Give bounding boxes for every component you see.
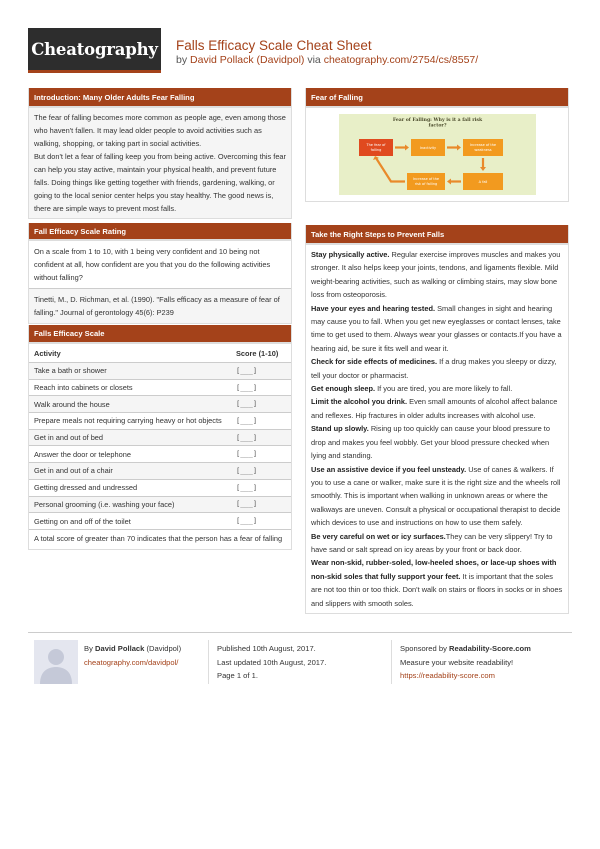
scale-heading: Falls Efficacy Scale [29,325,291,344]
step-title: Be very careful on wet or icy surfaces. [311,531,446,541]
footer-divider-1 [208,640,209,684]
footer-sponsor [400,642,531,683]
activity-label: Personal grooming (i.e. washing your face) [34,499,175,509]
step-item [311,530,563,557]
score-blank: [___] [236,400,258,409]
step-title: Use an assistive device if you feel unsteady. [311,464,467,474]
score-blank: [___] [236,366,258,375]
step-text: Even small amounts of alcohol affect balance and reflexes. Hip fractures in older adults increases with alcohol use. [311,397,558,420]
avatar-silhouette-icon [34,640,78,684]
table-row [29,429,291,446]
step-text: Use of canes & walkers. If you to use a cane or walker, make sure it is the right size and the wheels roll smoothly. This is important when walking in unknown areas or where the walkways are uneven. Consult a physical or occupational therapist to decide which devices to use and instructions on how to use them safely. [311,464,561,528]
table-row [29,362,291,379]
scale-section [28,325,292,550]
steps-section [305,225,569,614]
intro-text: The fear of falling becomes more common as people age, even among those who haven't fallen. It may lead older people to avoid activities such as walking, shopping, or taking part in social activities. But don't let a fear of falling keep you from being active. Overcoming this fear can help you stay active, maintain your physical health, and prevent future falls. Doing things like getting together with friends, gardening, walking, or going to the local senior center helps you stay healthy. The good news is, there are simple ways to prevent most falls. [29,108,291,218]
step-text: If you are tired, you are more likely to fall. [375,384,513,394]
step-title: Limit the alcohol you drink. [311,397,408,407]
table-row [29,412,291,429]
step-text: It is important that the soles are not too thin or too thick. Don't walk on stairs or floors in socks or in shoes and slippers with smooth soles. [311,571,563,608]
footer-sponsor-line [400,642,531,656]
activity-label: Walk around the house [34,399,110,409]
rating-section [28,223,292,324]
step-title: Stand up slowly. [311,424,369,434]
score-blank: [___] [236,517,258,526]
step-item [311,248,563,302]
table-row [29,479,291,496]
score-blank: [___] [236,450,258,459]
footer-author-line [84,642,181,656]
step-item [311,422,563,462]
footer-divider-2 [391,640,392,684]
step-text: Rising up too quickly can cause your blood pressure to drop and makes you feel wobbly. Get your blood pressure checked when lying and standing. [311,424,550,461]
activity-label: Get in and out of bed [34,433,104,443]
intro-heading: Introduction: Many Older Adults Fear Falling [29,88,291,108]
by-prefix: by [176,54,188,66]
step-text: They can be very slippery! Try to have sand or salt spread on icy areas by your front or back door. [311,531,553,554]
activity-label: Take a bath or shower [34,366,107,376]
box-risk-line1: Increase of the [412,177,439,181]
fear-graphic-wrap [306,108,568,201]
intro-section [28,88,292,219]
rating-text: On a scale from 1 to 10, with 1 being very confident and 10 being not confident at all, how confident are you that you do the following activities without falling? [34,247,271,282]
footer-author [84,642,181,669]
activity-label: Get in and out of a chair [34,466,113,476]
footer-published-date: Published 10th August, 2017. [217,644,316,653]
footer-sponsor-text: Measure your website readability! [400,657,514,667]
footer-sponsor-url[interactable]: https://readability-score.com [400,671,495,680]
byline [176,54,478,66]
score-blank: [___] [236,433,258,442]
step-item [311,302,563,356]
step-title: Wear non-skid, rubber-soled, low-heeled shoes, or lace-up shoes with non-skid soles that fully support your feet. [311,558,557,581]
fear-of-falling-infographic [339,114,536,195]
activity-label: Prepare meals not requiring carrying heavy or hot objects [34,416,222,426]
step-item [311,382,563,395]
steps-body [306,245,568,613]
step-title: Get enough sleep. [311,384,376,394]
scale-rows [29,362,291,529]
footer-updated-date: Last updated 10th August, 2017. [217,657,327,667]
step-text: If a drug makes you sleepy or dizzy, tell your doctor or pharmacist. [311,357,557,380]
activity-label: Getting on and off of the toilet [34,516,131,526]
score-blank: [___] [236,416,258,425]
via-text: via [307,54,321,66]
table-row [29,512,291,529]
footer-divider [28,632,572,633]
activity-label: Reach into cabinets or closets [34,383,133,393]
step-item [311,556,563,610]
step-text: Small changes in sight and hearing may cause you to fall. When you get new eyeglasses or contact lenses, take time to get used to them. Always wear your glasses or contacts.If you have a hearing aid, be sure it fits well and wear it. [311,303,562,353]
col-score: Score (1-10) [236,348,279,358]
step-title: Check for side effects of medicines. [311,357,438,367]
footer-published [217,642,326,683]
box-weakness-line1: Increase of the [469,143,496,147]
step-title: Have your eyes and hearing tested. [311,303,436,313]
sheet-url-link[interactable]: cheatography.com/2754/cs/8557/ [323,54,479,66]
fear-section [305,88,569,202]
fear-heading: Fear of Falling [306,88,568,108]
table-row [29,379,291,396]
author-avatar [34,640,78,684]
footer-sponsor-name[interactable]: Readability-Score.com [449,644,531,653]
table-row [29,445,291,462]
score-blank: [___] [236,383,258,392]
step-item [311,463,563,530]
author-link[interactable]: David Pollack (Davidpol) [190,54,305,66]
page-title: Falls Efficacy Scale Cheat Sheet [176,38,372,53]
footer-sponsor-prefix: Sponsored by [400,644,447,653]
footer-author-url[interactable]: cheatography.com/davidpol/ [84,657,179,667]
table-row [29,395,291,412]
scale-table-header [29,344,291,362]
graphic-title-1: Fear of Falling: Why is it a fall risk [392,118,482,123]
step-title: Stay physically active. [311,250,390,259]
step-item [311,395,563,422]
footer-author-name: David Pollack [95,644,145,653]
footer-page-number: Page 1 of 1. [217,671,258,680]
score-blank: [___] [236,466,258,475]
logo-text: Cheatography [31,39,158,59]
step-text: Regular exercise improves muscles and makes you stronger. It also helps keep your joints, tendons, and ligaments flexible. Mild weight-bearing activities, such as walking or climbing stairs, may slow bone loss from osteoporosis. [311,250,561,300]
table-row [29,462,291,479]
step-item [311,355,563,382]
box-risk-line2: risk of falling [414,182,437,186]
box-fear-line2: falling [370,148,381,152]
activity-label: Answer the door or telephone [34,449,131,459]
box-fear-line1: The fear of [365,143,386,147]
box-fall-label: A fall [478,180,487,184]
footer-author-handle: (Davidpol) [146,644,182,653]
rating-heading: Fall Efficacy Scale Rating [29,223,291,241]
activity-label: Getting dressed and undressed [34,483,138,493]
table-row [29,496,291,513]
box-inactivity-label: Inactivity [419,146,436,150]
steps-heading: Take the Right Steps to Prevent Falls [306,225,568,245]
cheatography-logo[interactable] [28,28,161,73]
score-blank: [___] [236,483,258,492]
score-blank: [___] [236,500,258,509]
footer-by: By [84,644,93,653]
graphic-title-2: factor? [427,123,447,129]
scale-footnote: A total score of greater than 70 indicates that the person has a fear of falling [29,529,291,550]
col-activity: Activity [34,348,61,358]
rating-citation: Tinetti, M., D. Richman, et al. (1990). "Falls efficacy as a measure of fear of falling." Journal of gerontology 45(6): P239 [29,288,291,323]
box-weakness-line2: weakness [473,148,492,152]
